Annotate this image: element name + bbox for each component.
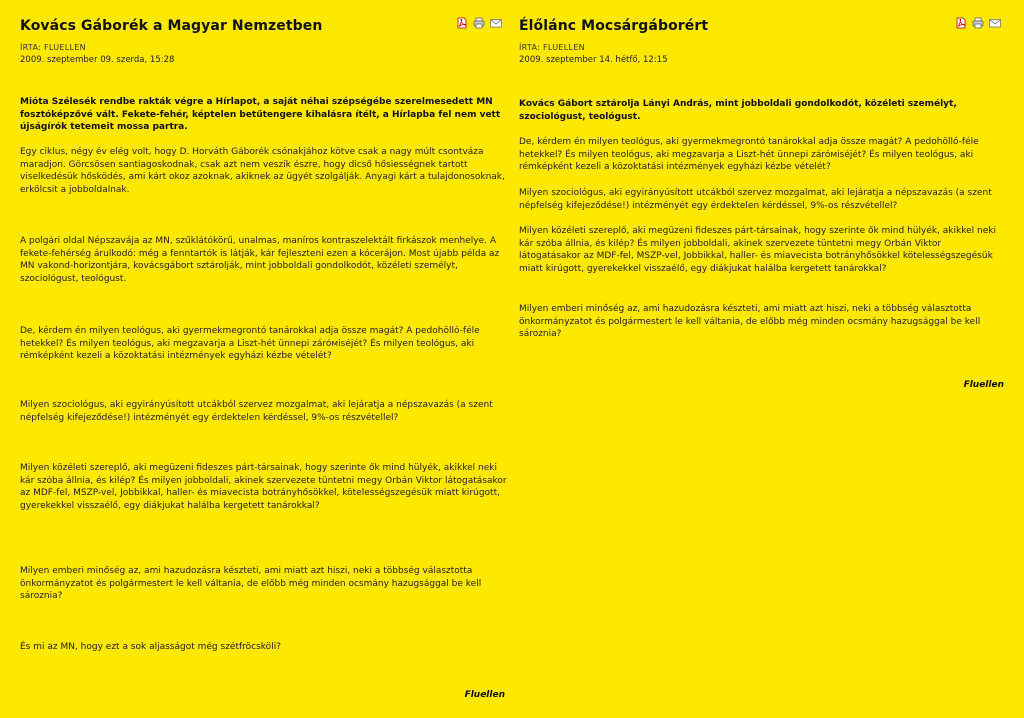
- article-paragraph: Milyen emberi minőség az, ami hazudozásra készteti, ami miatt azt hiszi, neki a többség választotta önkormányzatot és polgármestert le kell váltania, de előbb még minden ocsmány hazugsággal be kell sároznia?: [20, 566, 482, 602]
- print-icon[interactable]: [972, 17, 984, 29]
- article-paragraph: A polgári oldal Népszavája az MN, szűklátókörű, unalmas, maníros kontraszelektált firkászok menhelye. A fekete-fehérség árulkodó: még a fenntartók is látják, kár fejleszteni ezen a kócerájon. Most újabb példa az MN vakond-horizontjára, kovácsgábort sztárolják, mint jobboldali gondolkodót, közéleti személyt, szociológust, teológust.: [20, 236, 500, 284]
- article-signature: Fluellen: [963, 380, 1004, 390]
- print-icon[interactable]: [473, 17, 485, 29]
- email-icon[interactable]: [989, 17, 1001, 29]
- article-paragraph: Milyen szociológus, aki egyirányúsított utcákból szervez mozgalmat, aki lejáratja a népszavazás (a szent népfelség kifejeződése!) intézményét egy érdektelen kérdéssel, 9%-os részvétellel?: [20, 400, 493, 423]
- article-signature: Fluellen: [464, 690, 505, 700]
- article-paragraph: Milyen közéleti szereplő, aki megüzeni fideszes párt-társainak, hogy szerinte ők mind hülyék, akikkel neki kár szóba állnia, és kilép? És milyen jobboldali, akinek szervezete tüntetni megy Orbán Viktor látogatásakor az MDF-fel, MSZP-vel, Jobbikkal, haller- és miavecista botrányhősökkel, kötelességszegésük miatt kirúgott, gyerekekkel visszaélő, egy diákjukat halálba kergetett tanárokkal?: [20, 463, 507, 511]
- article-tools: [955, 17, 1001, 29]
- article-paragraph: Milyen szociológus, aki egyirányúsított utcákból szervez mozgalmat, aki lejáratja a népszavazás (a szent népfelség kifejeződése!) intézményét egy érdektelen kérdéssel, 9%-os részvétellel?: [519, 188, 992, 211]
- article-paragraph: Egy ciklus, négy év elég volt, hogy D. Horváth Gáborék csónakjához kötve csak a nagy múlt csontváza maradjon. Görcsösen santiagoskodnak, csak azt nem veszik észre, hogy dicső hősiességnek tartott viselkedésük hősködés, ami kárt okoz azoknak, akiknek az ügyét szolgálják. Anyagi kárt a tulajdonosoknak, erkölcsit a jobboldalnak.: [20, 147, 505, 195]
- article-paragraph: És mi az MN, hogy ezt a sok aljasságot még szétfröcsköli?: [20, 642, 281, 652]
- article-title[interactable]: Kovács Gáborék a Magyar Nemzetben: [20, 18, 323, 34]
- article-paragraph: Milyen emberi minőség az, ami hazudozásra készteti, ami miatt azt hiszi, neki a többség választotta önkormányzatot és polgármestert le kell váltania, de előbb még minden ocsmány hazugsággal be kell sároznia?: [519, 304, 981, 340]
- article-lead: Mióta Szélesék rendbe rakták végre a Hírlapot, a saját néhai szépségébe szerelmesedett MN fosztóképzővé vált. Fekete-fehér, képtelen betűtengere kihalásra ítélt, a Hírlapba fel nem vett újságírók tetemeit mossa partra.: [20, 97, 501, 133]
- article-tools: [456, 17, 502, 29]
- article-date: 2009. szeptember 14. hétfő, 12:15: [519, 55, 668, 65]
- article-author: ÍRTA: FLUELLEN: [20, 43, 86, 52]
- article-paragraph: Milyen közéleti szereplő, aki megüzeni fideszes párt-társainak, hogy szerinte ők mind hülyék, akikkel neki kár szóba állnia, és kilép? És milyen jobboldali, akinek szervezete tüntetni megy Orbán Viktor látogatásakor az MDF-fel, MSZP-vel, Jobbikkal, haller- és miavecista botrányhősökkel kötelességszegésük miatt kirúgott, gyerekekkel visszaélő, egy diákjukat halálba kergetett tanárokkal?: [519, 226, 996, 274]
- article-paragraph: De, kérdem én milyen teológus, aki gyermekmegrontó tanárokkal adja össze magát? A pedohölló-féle hetekkel? És milyen teológus, aki megzavarja a Liszt-hét ünnepi záróміséjét? És milyen teológus, aki rémképként kezeli a közoktatási intézmények egyházi kézbe vételét?: [519, 137, 979, 173]
- article-author: ÍRTA: FLUELLEN: [519, 43, 585, 52]
- pdf-icon[interactable]: [456, 17, 468, 29]
- article-lead: Kovács Gábort sztárolja Lányi András, mint jobboldali gondolkodót, közéleti személyt, szociológust, teológust.: [519, 99, 957, 122]
- pdf-icon[interactable]: [955, 17, 967, 29]
- email-icon[interactable]: [490, 17, 502, 29]
- article-title[interactable]: Élőlánc Mocsárgáborért: [519, 18, 709, 34]
- article-date: 2009. szeptember 09. szerda, 15:28: [20, 55, 175, 65]
- article-paragraph: De, kérdem én milyen teológus, aki gyermekmegrontó tanárokkal adja össze magát? A pedohölló-féle hetekkel? És milyen teológus, aki megzavarja a Liszt-hét ünnepi záróміséjét? És milyen teológus, aki rémképként kezeli a közoktatási intézmények egyházi kézbe vételét?: [20, 326, 480, 362]
